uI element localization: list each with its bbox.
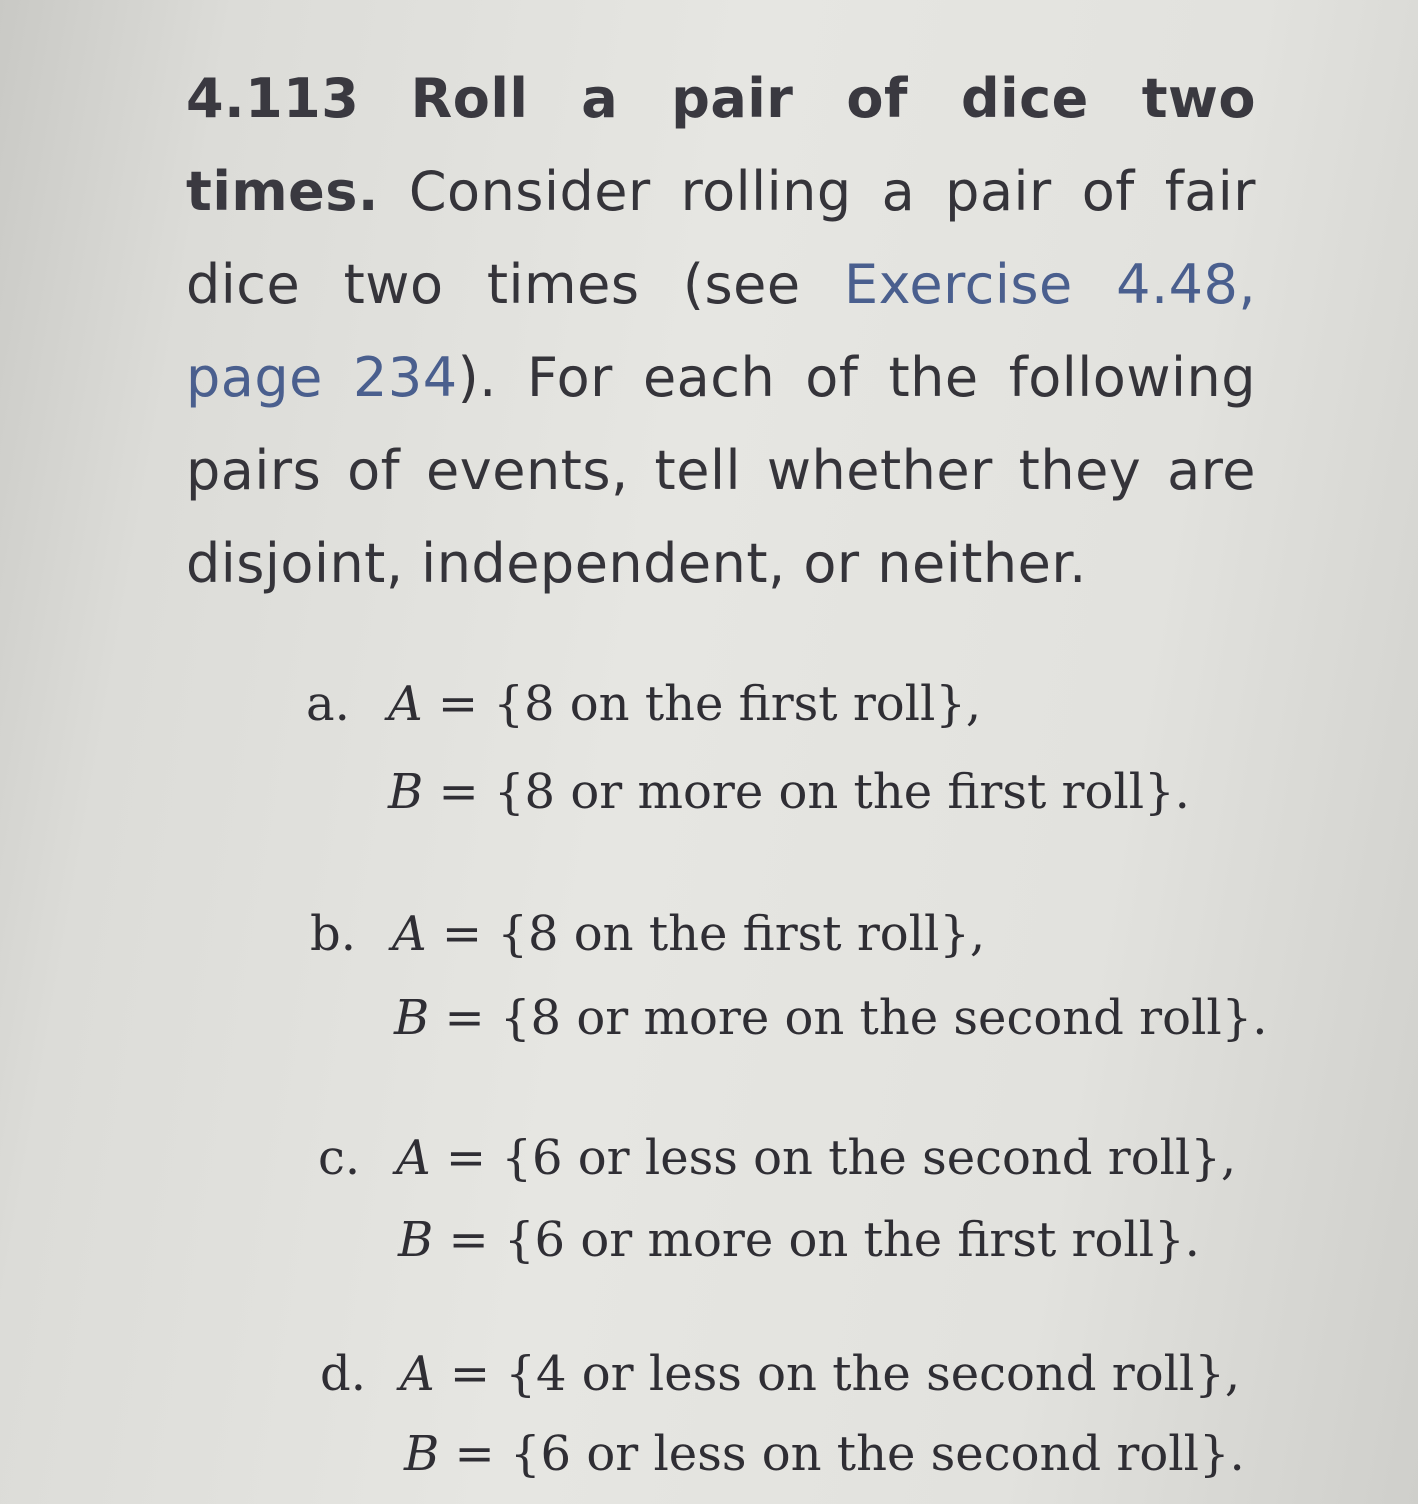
event-definition: = {8 on the first roll}, <box>426 906 986 962</box>
event-a-line <box>392 906 985 962</box>
event-a-line <box>400 1346 1240 1402</box>
exercise-title: Roll a pair of dice two times. <box>186 67 1256 223</box>
exercise-reference-link[interactable]: Exercise 4.48, page 234 <box>186 253 1257 409</box>
event-variable: A <box>400 1346 435 1402</box>
event-variable: A <box>392 906 427 962</box>
exercise-statement <box>186 52 1256 610</box>
event-variable: B <box>388 764 424 820</box>
part-label: a. <box>306 676 350 732</box>
event-definition: = {8 or more on the second roll}. <box>429 990 1268 1046</box>
event-definition: = {4 or less on the second roll}, <box>434 1346 1241 1402</box>
event-definition: = {6 or less on the second roll}, <box>430 1130 1237 1186</box>
event-definition: = {6 or more on the first roll}. <box>433 1212 1200 1268</box>
event-b-line <box>404 1426 1245 1482</box>
exercise-number: 4.113 <box>186 67 360 130</box>
exercise-body-start: Consider rolling a pair of fair dice two times (see <box>186 160 1257 316</box>
event-b-line <box>398 1212 1200 1268</box>
event-b-line <box>388 764 1190 820</box>
event-variable: B <box>404 1426 440 1482</box>
event-variable: B <box>398 1212 434 1268</box>
event-variable: B <box>394 990 430 1046</box>
event-definition: = {6 or less on the second roll}. <box>439 1426 1245 1482</box>
part-label: c. <box>318 1130 361 1186</box>
event-definition: = {8 or more on the first roll}. <box>423 764 1190 820</box>
event-variable: A <box>396 1130 431 1186</box>
event-a-line <box>388 676 981 732</box>
exercise-body-end: ). For each of the following pairs of events, tell whether they are disjoint, independent, or neither. <box>186 346 1257 595</box>
event-definition: = {8 on the first roll}, <box>422 676 982 732</box>
event-b-line <box>394 990 1267 1046</box>
part-label: b. <box>310 906 356 962</box>
part-label: d. <box>320 1346 366 1402</box>
event-a-line <box>396 1130 1236 1186</box>
event-variable: A <box>388 676 423 732</box>
